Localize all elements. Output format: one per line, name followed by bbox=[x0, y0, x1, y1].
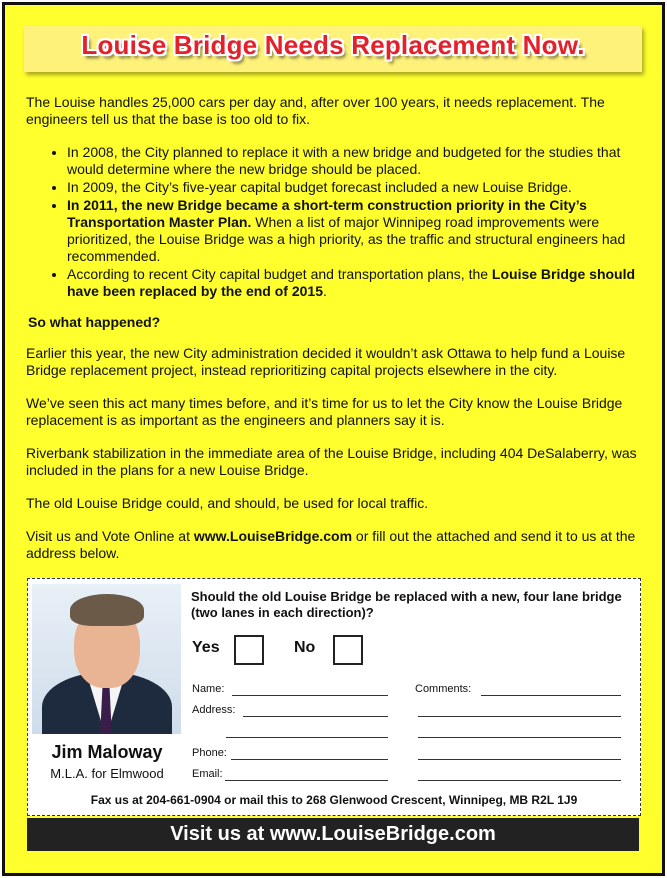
address-field[interactable] bbox=[243, 716, 388, 717]
no-checkbox[interactable] bbox=[333, 635, 363, 665]
list-item-bold: Louise Bridge should have been replaced by the end of 2015 bbox=[67, 266, 636, 299]
paragraph: Riverbank stabilization in the immediate area of the Louise Bridge, including 404 DeSalaberry, was included in the plans for a new Louise Bridge. bbox=[26, 445, 637, 478]
comments-field-line-2[interactable] bbox=[418, 716, 621, 717]
address-field-line-2[interactable] bbox=[226, 737, 388, 738]
address-label: Address: bbox=[192, 704, 236, 716]
website-banner[interactable]: Visit us at www.LouiseBridge.com bbox=[27, 818, 639, 851]
intro-text: The Louise handles 25,000 cars per day and, after over 100 years, it needs replacement. The engineers tell us that the base is too old to fix. bbox=[26, 94, 605, 127]
flyer-body bbox=[26, 94, 640, 578]
email-label: Email: bbox=[192, 768, 223, 780]
list-item bbox=[67, 266, 640, 300]
mla-name: Jim Maloway bbox=[51, 742, 163, 762]
paragraph: Earlier this year, the new City administration decided it wouldn’t ask Ottawa to help fund a Louise Bridge replacement project, instead reprioritizing capital projects elsewhere in the city. bbox=[26, 345, 626, 378]
list-item: • In 2008, the City planned to replace it with a new bridge and budgeted for the studies that would determine where the new bridge should be placed. bbox=[67, 144, 640, 178]
name-label: Name: bbox=[192, 683, 225, 695]
phone-label: Phone: bbox=[192, 747, 227, 759]
paragraph-text: or fill out the attached and send it to us at the address below. bbox=[26, 528, 636, 561]
yes-checkbox[interactable] bbox=[234, 635, 264, 665]
comments-field-line-4[interactable] bbox=[418, 759, 621, 760]
comments-field-line-3[interactable] bbox=[418, 737, 621, 738]
history-list bbox=[26, 144, 640, 300]
mla-role: M.L.A. for Elmwood bbox=[50, 766, 164, 781]
list-item-text: . bbox=[323, 283, 327, 299]
comments-field[interactable] bbox=[481, 695, 621, 696]
mla-photo bbox=[32, 584, 181, 734]
comments-field-line-5[interactable] bbox=[418, 780, 621, 781]
list-item: • In 2009, the City’s five-year capital budget forecast included a new Louise Bridge. bbox=[67, 179, 640, 196]
paragraph-text: Visit us and Vote Online at bbox=[26, 528, 194, 544]
website-link[interactable]: www.LouiseBridge.com bbox=[193, 528, 353, 544]
no-label: No bbox=[294, 639, 316, 656]
paragraph: We’ve seen this act many times before, and it’s time for us to let the City know the Louise Bridge replacement is as important as the engineers and planners say it is. bbox=[26, 395, 623, 428]
yes-label: Yes bbox=[192, 639, 220, 656]
fax-mail-info: Fax us at 204-661-0904 or mail this to 268 Glenwood Crescent, Winnipeg, MB R2L 1J9 bbox=[90, 793, 578, 807]
page-title: Louise Bridge Needs Replacement Now. bbox=[81, 30, 585, 60]
list-item-bold: In 2011, the new Bridge became a short-term construction priority in the City’s Transportation Master Plan. bbox=[67, 197, 587, 230]
comments-label: Comments: bbox=[415, 683, 472, 695]
list-item-text: According to recent City capital budget and transportation plans, the bbox=[67, 266, 492, 282]
list-item-text: When a list of major Winnipeg road improvements were prioritized, the Louise Bridge was a high priority, as the traffic and structural engineers had recommended. bbox=[67, 214, 626, 264]
phone-field[interactable] bbox=[231, 759, 388, 760]
section-heading: So what happened? bbox=[28, 314, 161, 330]
title-band bbox=[24, 26, 642, 72]
list-item bbox=[67, 197, 640, 265]
email-field[interactable] bbox=[225, 780, 388, 781]
photo-hair bbox=[70, 594, 144, 626]
paragraph bbox=[26, 528, 640, 562]
ballot-form bbox=[27, 578, 641, 816]
name-field[interactable] bbox=[232, 695, 388, 696]
paragraph: The old Louise Bridge could, and should, be used for local traffic. bbox=[26, 495, 429, 511]
ballot-question: Should the old Louise Bridge be replaced with a new, four lane bridge (two lanes in each direction)? bbox=[191, 589, 622, 620]
